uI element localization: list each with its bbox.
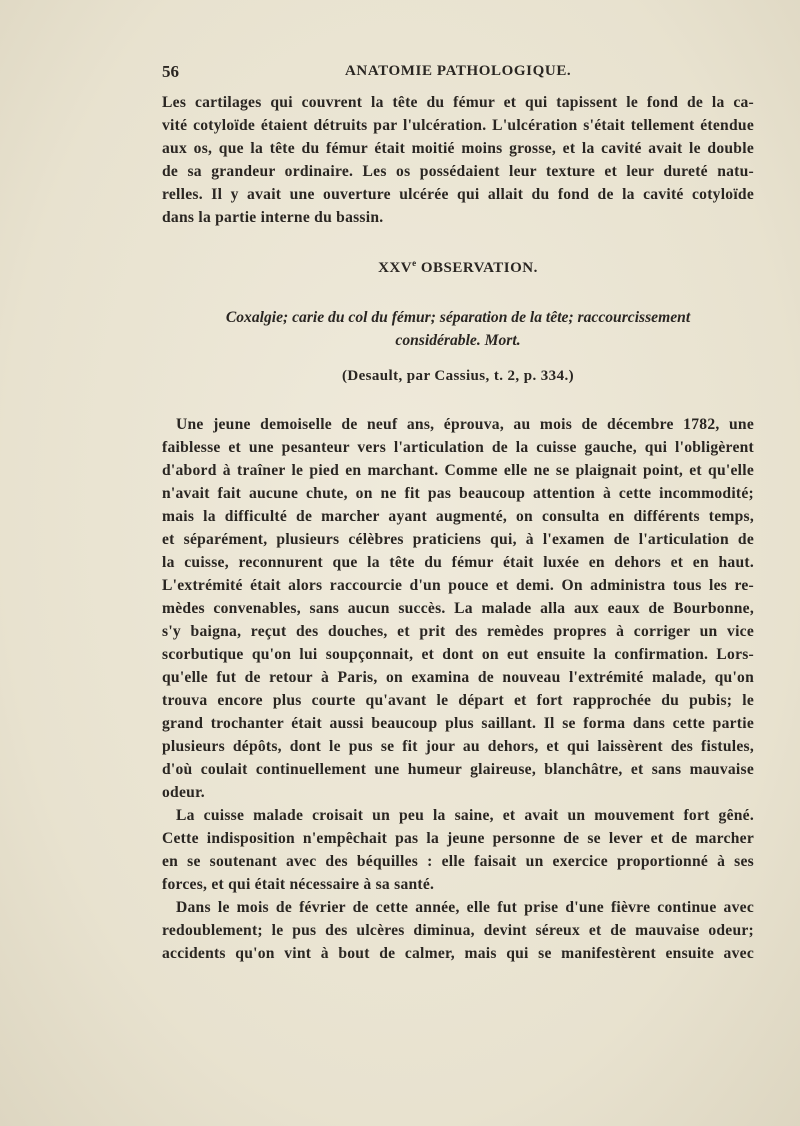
intro-line: vité cotyloïde étaient détruits par l'ulcération. L'ulcération s'était tellement étendue [162, 117, 754, 134]
observation-heading [162, 258, 754, 277]
body-line: en se soutenant avec des béquilles : elle faisait un exercice proportionné à ses [162, 853, 754, 870]
observation-superscript: e [412, 258, 417, 268]
body-line: faiblesse et une pesanteur vers l'articulation de la cuisse gauche, qui l'obligèrent [162, 439, 754, 456]
body-line: n'avait fait aucune chute, on ne fit pas beaucoup attention à cette incommodité; [162, 485, 754, 502]
body-line: mèdes convenables, sans aucun succès. La malade alla aux eaux de Bourbonne, [162, 600, 754, 617]
intro-line: aux os, que la tête du fémur était moitié moins grosse, et la cavité avait le double [162, 140, 754, 157]
body-line: d'abord à traîner le pied en marchant. Comme elle ne se plaignait point, et qu'elle [162, 462, 754, 479]
body-line: plusieurs dépôts, dont le pus se fit jour au dehors, et qui laissèrent des fistules, [162, 738, 754, 755]
subtitle-line: considérable. Mort. [395, 332, 521, 349]
body-line: mais la difficulté de marcher ayant augmenté, on consulta en différents temps, [162, 508, 754, 525]
intro-line: dans la partie interne du bassin. [162, 209, 384, 226]
body-line: L'extrémité était alors raccourcie d'un pouce et demi. On administra tous les re- [162, 577, 754, 594]
body-line: d'où coulait continuellement une humeur glaireuse, blanchâtre, et sans mauvaise [162, 761, 754, 778]
observation-number: XXV [378, 260, 413, 276]
body-line: redoublement; le pus des ulcères diminua, devint séreux et de mauvaise odeur; [162, 922, 754, 939]
body-line: Une jeune demoiselle de neuf ans, éprouva, au mois de décembre 1782, une [176, 416, 754, 433]
observation-word: OBSERVATION. [420, 260, 538, 276]
body-line: forces, et qui était nécessaire à sa santé. [162, 876, 435, 893]
body-line: La cuisse malade croisait un peu la saine, et avait un mouvement fort gêné. [176, 807, 754, 824]
body-line: qu'elle fut de retour à Paris, on examina de nouveau l'extrémité malade, qu'on [162, 669, 754, 686]
body-line: scorbutique qu'on lui soupçonnait, et dont on eut ensuite la confirmation. Lors- [162, 646, 754, 663]
body-line: la cuisse, reconnurent que la tête du fémur était luxée en dehors et en haut. [162, 554, 754, 571]
body-line: et séparément, plusieurs célèbres praticiens qui, à l'examen de l'articulation de [162, 531, 754, 548]
running-head: ANATOMIE PATHOLOGIQUE. [345, 63, 572, 79]
source-citation: (Desault, par Cassius, t. 2, p. 334.) [341, 368, 575, 384]
body-line: s'y baigna, reçut des douches, et prit des remèdes propres à corriger un vice [162, 623, 754, 640]
body-line: trouva encore plus courte qu'avant le départ et fort rapprochée du pubis; le [162, 692, 754, 709]
body-line: accidents qu'on vint à bout de calmer, mais qui se manifestèrent ensuite avec [162, 945, 754, 962]
body-line: Dans le mois de février de cette année, elle fut prise d'une fièvre continue avec [176, 899, 754, 916]
intro-line: relles. Il y avait une ouverture ulcérée qui allait du fond de la cavité cotyloïde [162, 186, 754, 203]
page-header [162, 62, 754, 88]
body-line: grand trochanter était aussi beaucoup plus saillant. Il se forma dans cette partie [162, 715, 754, 732]
body-line: odeur. [162, 784, 205, 801]
intro-line: de sa grandeur ordinaire. Les os possédaient leur texture et leur dureté natu- [162, 163, 754, 180]
page-number: 56 [162, 62, 179, 81]
intro-line: Les cartilages qui couvrent la tête du fémur et qui tapissent le fond de la ca- [162, 94, 754, 111]
body-line: Cette indisposition n'empêchait pas la jeune personne de se lever et de marcher [162, 830, 754, 847]
subtitle-line: Coxalgie; carie du col du fémur; séparation de la tête; raccourcissement [225, 309, 691, 326]
